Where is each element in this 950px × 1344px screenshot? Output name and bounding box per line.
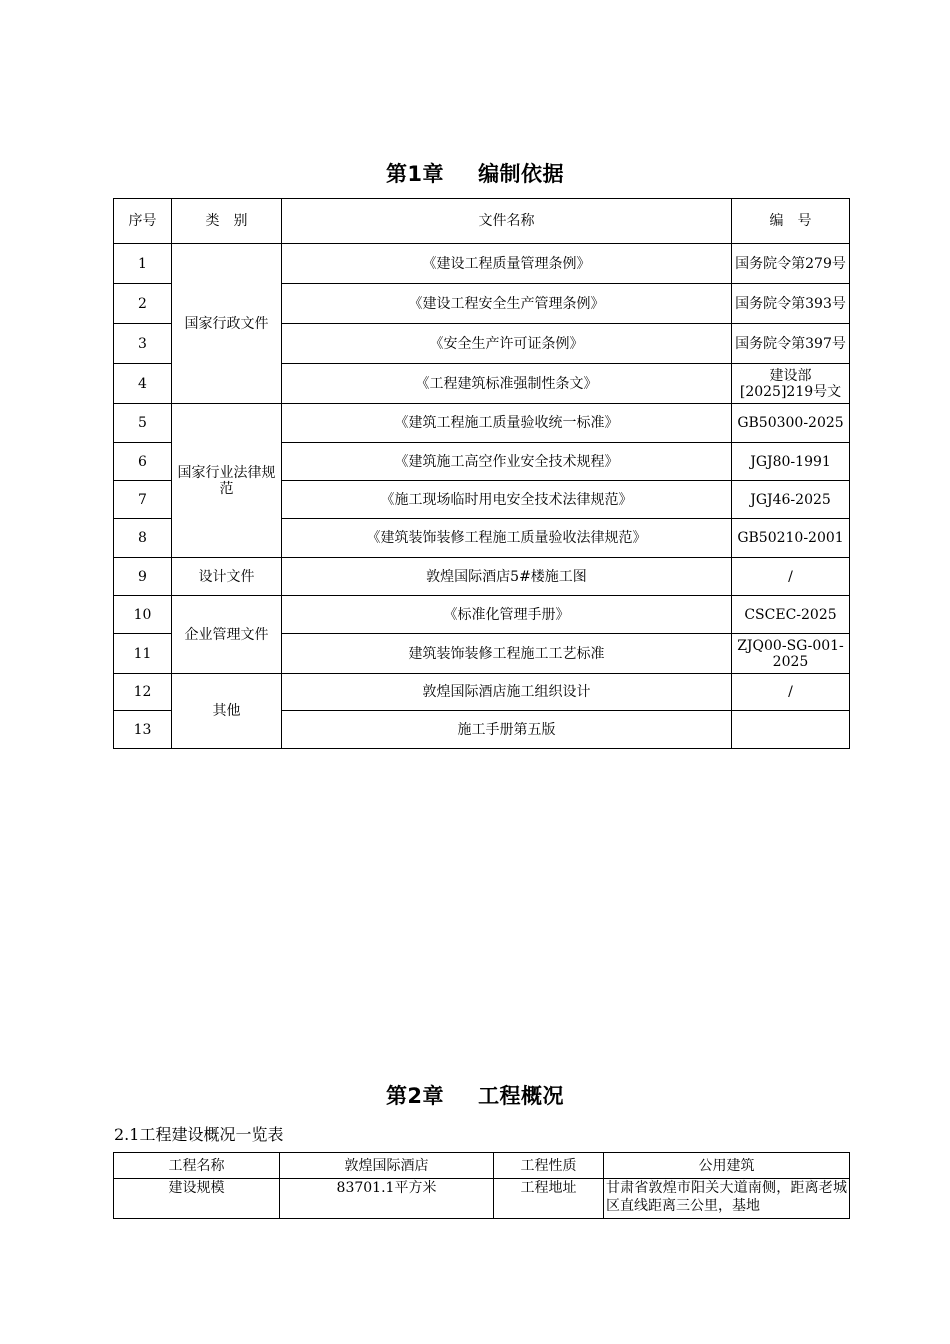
- row-code: JGJ80-1991: [732, 443, 850, 481]
- row-code: CSCEC-2025: [732, 596, 850, 634]
- chapter1-title: [0, 158, 950, 188]
- basis-table: [113, 198, 850, 749]
- table-row: [114, 558, 850, 596]
- row-doc-name: 建筑装饰装修工程施工工艺标准: [282, 634, 732, 674]
- row-code: GB50300-2025: [732, 404, 850, 443]
- table-header-row: [114, 199, 850, 244]
- chapter1-name: 编制依据: [478, 162, 565, 186]
- category-cell: 企业管理文件: [172, 596, 282, 674]
- table-row: [114, 674, 850, 711]
- row-doc-name: 施工手册第五版: [282, 711, 732, 749]
- row-doc-name: 《建筑施工高空作业安全技术规程》: [282, 443, 732, 481]
- row-code: 建设部[2025]219号文: [732, 364, 850, 404]
- chapter2-name: 工程概况: [478, 1084, 565, 1108]
- project-name-value: 敦煌国际酒店: [280, 1153, 494, 1179]
- address-value: 甘肃省敦煌市阳关大道南侧，距离老城区直线距离三公里，基地: [604, 1179, 850, 1219]
- chapter2-number: 第2章: [385, 1084, 445, 1108]
- row-code: ZJQ00-SG-001-2025: [732, 634, 850, 674]
- table-row: [114, 1153, 850, 1179]
- row-seq: 13: [114, 711, 172, 749]
- row-doc-name: 《建设工程质量管理条例》: [282, 244, 732, 284]
- row-doc-name: 敦煌国际酒店施工组织设计: [282, 674, 732, 711]
- row-code: /: [732, 674, 850, 711]
- table-row: [114, 244, 850, 284]
- category-cell: 国家行政文件: [172, 244, 282, 404]
- project-nature-label: 工程性质: [494, 1153, 604, 1179]
- table-row: [114, 1179, 850, 1219]
- row-doc-name: 敦煌国际酒店5#楼施工图: [282, 558, 732, 596]
- table-row: [114, 596, 850, 634]
- row-doc-name: 《施工现场临时用电安全技术法律规范》: [282, 481, 732, 519]
- category-cell: 其他: [172, 674, 282, 749]
- row-seq: 10: [114, 596, 172, 634]
- row-doc-name: 《建筑装饰装修工程施工质量验收法律规范》: [282, 519, 732, 558]
- chapter1-number: 第1章: [385, 162, 445, 186]
- row-code: [732, 711, 850, 749]
- row-doc-name: 《工程建筑标准强制性条文》: [282, 364, 732, 404]
- project-nature-value: 公用建筑: [604, 1153, 850, 1179]
- project-name-label: 工程名称: [114, 1153, 280, 1179]
- row-seq: 4: [114, 364, 172, 404]
- row-seq: 11: [114, 634, 172, 674]
- row-seq: 8: [114, 519, 172, 558]
- row-code: JGJ46-2025: [732, 481, 850, 519]
- row-seq: 7: [114, 481, 172, 519]
- section-caption: 2.1工程建设概况一览表: [114, 1125, 284, 1144]
- category-cell: 国家行业法律规范: [172, 404, 282, 558]
- row-code: 国务院令第279号: [732, 244, 850, 284]
- row-doc-name: 《标准化管理手册》: [282, 596, 732, 634]
- row-code: /: [732, 558, 850, 596]
- row-seq: 1: [114, 244, 172, 284]
- chapter2-title: [0, 1080, 950, 1110]
- overview-table: [113, 1152, 850, 1219]
- row-seq: 3: [114, 324, 172, 364]
- scale-label: 建设规模: [114, 1179, 280, 1219]
- row-doc-name: 《建设工程安全生产管理条例》: [282, 284, 732, 324]
- row-seq: 2: [114, 284, 172, 324]
- row-doc-name: 《建筑工程施工质量验收统一标准》: [282, 404, 732, 443]
- row-code: GB50210-2001: [732, 519, 850, 558]
- row-seq: 5: [114, 404, 172, 443]
- category-cell: 设计文件: [172, 558, 282, 596]
- row-seq: 6: [114, 443, 172, 481]
- header-category: 类 别: [172, 199, 282, 244]
- row-code: 国务院令第397号: [732, 324, 850, 364]
- row-doc-name: 《安全生产许可证条例》: [282, 324, 732, 364]
- row-seq: 9: [114, 558, 172, 596]
- scale-value: 83701.1平方米: [280, 1179, 494, 1219]
- header-seq: 序号: [114, 199, 172, 244]
- address-label: 工程地址: [494, 1179, 604, 1219]
- row-code: 国务院令第393号: [732, 284, 850, 324]
- header-code: 编 号: [732, 199, 850, 244]
- header-doc-name: 文件名称: [282, 199, 732, 244]
- row-seq: 12: [114, 674, 172, 711]
- table-row: [114, 404, 850, 443]
